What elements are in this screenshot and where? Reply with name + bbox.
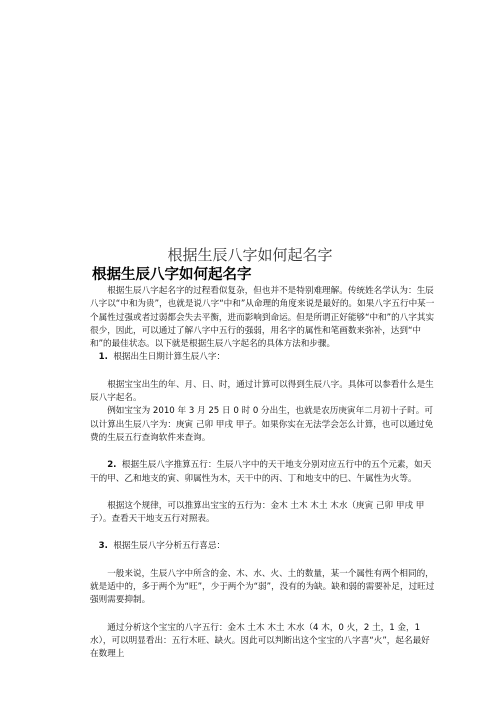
- spacer: [90, 554, 435, 568]
- step-3-number: 3.: [98, 541, 108, 552]
- section-heading: 根据生辰八字如何起名字: [92, 267, 252, 283]
- step-1-paragraph-1: 根据宝宝出生的年、月、日、时，通过计算可以得到生辰八字。具体可以参看什么是生辰八字起名。: [90, 379, 434, 404]
- spacer: [90, 526, 435, 540]
- step-3-heading: [90, 540, 435, 553]
- step-2-paragraph-2: 根据这个规律，可以推算出宝宝的五行为：金木 土木 木土 木水（庚寅 己卯 甲戌 甲子）。查看天干地支五行对照表。: [90, 500, 425, 525]
- step-1-number: 1.: [98, 352, 108, 363]
- step-1-paragraph-2: 例如宝宝为 2010 年 3 月 25 日 0 时 0 分出生，也就是农历庚寅年二月初十子时。可以计算出生辰八字为：庚寅 己卯 甲戌 甲子。如果你实在无法学会怎么计算，也可以通过免费的生辰五行查询软件来查询。: [90, 406, 434, 443]
- step-3-paragraph-1: 一般来说，生辰八字中所含的金、木、水、火、土的数量，某一个属性有两个相同的，就是适中的，多于两个为“旺”，少于两个为“弱”，没有的为缺。缺和弱的需要补足，过旺过强则需要抑制。: [90, 568, 435, 606]
- document-body: [90, 285, 435, 662]
- spacer: [90, 445, 435, 459]
- document-title: 根据生辰八字如何起名字: [167, 246, 333, 264]
- step-2-text: 根据生辰八字推算五行：生辰八字中的天干地支分别对应五行中的五个元素，如天干的甲、乙和地支的寅、卯属性为木，天干中的丙、丁和地支中的巳、午属性为火等。: [90, 460, 432, 484]
- spacer: [90, 608, 435, 622]
- spacer: [90, 365, 435, 379]
- step-1-title: 根据出生日期计算生辰八字：: [113, 352, 226, 363]
- spacer: [90, 486, 435, 500]
- step-2-number: 2.: [107, 460, 117, 471]
- step-3-title: 根据生辰八字分析五行喜忌：: [113, 541, 226, 552]
- step-1-heading: [90, 351, 435, 364]
- step-3-paragraph-2: 通过分析这个宝宝的八字五行：金木 土木 木土 木水（4 木，0 火，2 土，1 金，1 水），可以明显看出：五行木旺、缺火。因此可以判断出这个宝宝的八字喜“火”，起名最好在数理上: [90, 622, 430, 660]
- step-2-paragraph-1: [90, 459, 435, 486]
- intro-paragraph: 根据生辰八字起名字的过程看似复杂，但也并不是特别难理解。传统姓名学认为：生辰八字以“中和为贵”，也就是说八字“中和”从命理的角度来说是最好的。如果八字五行中某一个属性过强或者过弱都会失去平衡，进而影响到命运。但是所谓正好能够“中和”的八字其实很少，因此，可以通过了解八字中五行的强弱，用名字的属性和笔画数来弥补，达到“中和”的最佳状态。以下就是根据生辰八字起名的具体方法和步骤。: [90, 286, 435, 350]
